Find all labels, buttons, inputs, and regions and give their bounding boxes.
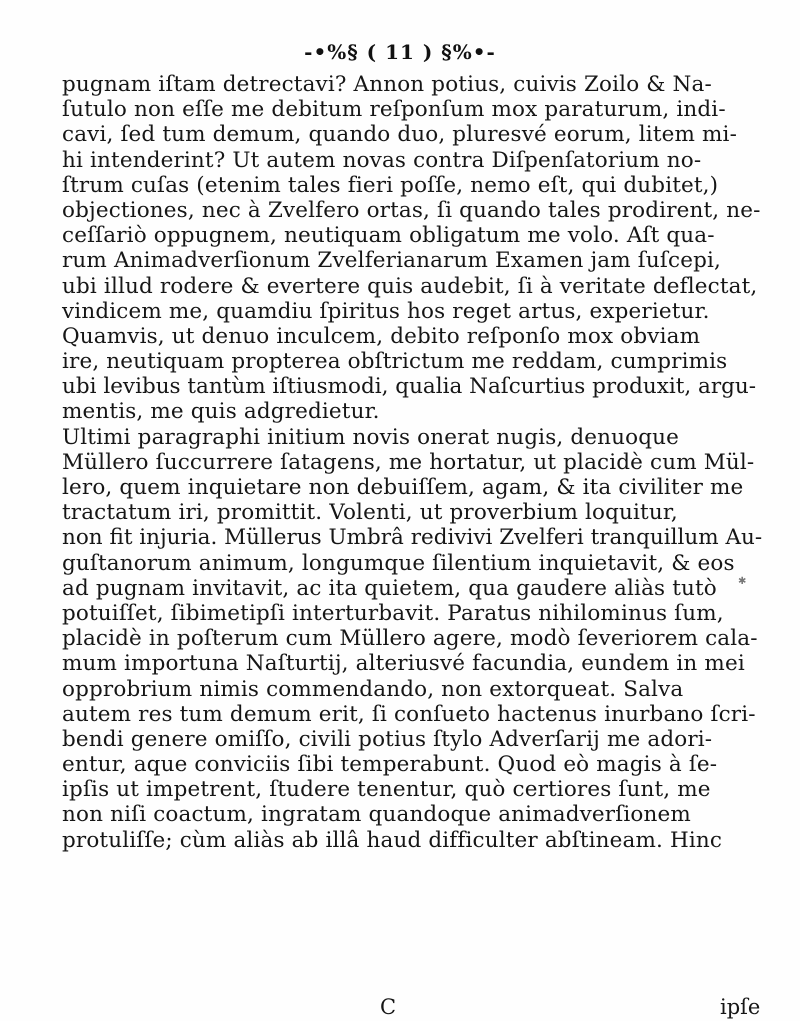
text-line: bendi genere omiſſo, civili potius ſtylo Adverſarij me adori-	[62, 726, 713, 752]
text-line: Ultimi paragraphi initium novis onerat nugis, denuoque	[62, 424, 680, 450]
ink-speck: ✱	[738, 576, 747, 587]
text-line: ubi illud rodere & evertere quis audebit, ſi à veritate deflectat,	[62, 273, 758, 299]
text-line: ad pugnam invitavit, ac ita quietem, qua gaudere aliàs tutò	[62, 575, 717, 601]
body-text	[62, 72, 762, 853]
page-header: -•%§ ( 11 ) §%•-	[304, 40, 496, 64]
text-line: cavi, ſed tum demum, quando duo, pluresvé eorum, litem mi-	[62, 122, 737, 148]
text-line: ſtrum cuſas (etenim tales fieri poſſe, nemo eſt, qui dubitet,)	[62, 172, 719, 198]
text-line: vindicem me, quamdiu ſpiritus hos reget artus, experietur.	[62, 298, 710, 324]
text-line: pugnam iſtam detrectavi? Annon potius, cuivis Zoilo & Na-	[62, 72, 712, 97]
text-line: Quamvis, ut denuo inculcem, debito reſponſo mox obviam	[62, 323, 701, 349]
text-line: Müllero ſuccurrere ſatagens, me hortatur, ut placidè cum Mül-	[62, 449, 755, 475]
text-line: lero, quem inquietare non debuiſſem, agam, & ita civiliter me	[62, 475, 744, 500]
text-line: hi intenderint? Ut autem novas contra Diſpenſatorium no-	[62, 147, 702, 173]
text-line: non niſi coactum, ingratam quandoque animadverſionem	[62, 802, 691, 828]
text-line: mentis, me quis adgredietur.	[62, 399, 380, 425]
text-line: opprobrium nimis commendando, non extorqueat. Salva	[62, 676, 684, 702]
text-line: guſtanorum animum, longumque ſilentium inquietavit, & eos	[62, 550, 735, 576]
text-line: ipſis ut impetrent, ſtudere tenentur, quò certiores ſunt, me	[62, 777, 711, 803]
text-line: autem res tum demum erit, ſi conſueto hactenus inurbano ſcri-	[62, 701, 756, 727]
text-line: mum importuna Naſturtij, alteriusvé facundia, eundem in mei	[62, 651, 745, 677]
text-line: entur, aque conviciis ſibi temperabunt. Quod eò magis à ſe-	[62, 752, 718, 778]
signature-mark: C	[380, 995, 397, 1019]
text-line: protuliſſe; cùm aliàs ab illâ haud difficulter abſtineam. Hinc	[62, 827, 723, 853]
text-line: ubi levibus tantùm iſtiusmodi, qualia Naſcurtius produxit, argu-	[62, 374, 756, 400]
text-line: tractatum iri, promittit. Volenti, ut proverbium loquitur,	[62, 500, 678, 526]
text-line: non fit injuria. Müllerus Umbrâ redivivi Zvelferi tranquillum Au-	[62, 525, 763, 551]
text-line: ire, neutiquam propterea obſtrictum me reddam, cumprimis	[62, 349, 728, 375]
text-line: objectiones, nec à Zvelfero ortas, ſi quando tales prodirent, ne-	[62, 197, 761, 223]
text-line: potuiſſet, ſibimetipſi interturbavit. Paratus nihilominus ſum,	[62, 600, 724, 626]
text-line: ceſſariò oppugnem, neutiquam obligatum me volo. Aſt qua-	[62, 223, 715, 249]
text-line: ſutulo non eſſe me debitum reſponſum mox paraturum, indi-	[62, 97, 726, 123]
text-line: rum Animadverſionum Zvelferianarum Examen jam ſuſcepi,	[62, 248, 721, 274]
catchword: ipſe	[720, 995, 761, 1019]
text-line: placidè in poſterum cum Müllero agere, modò ſeveriorem cala-	[62, 626, 758, 652]
